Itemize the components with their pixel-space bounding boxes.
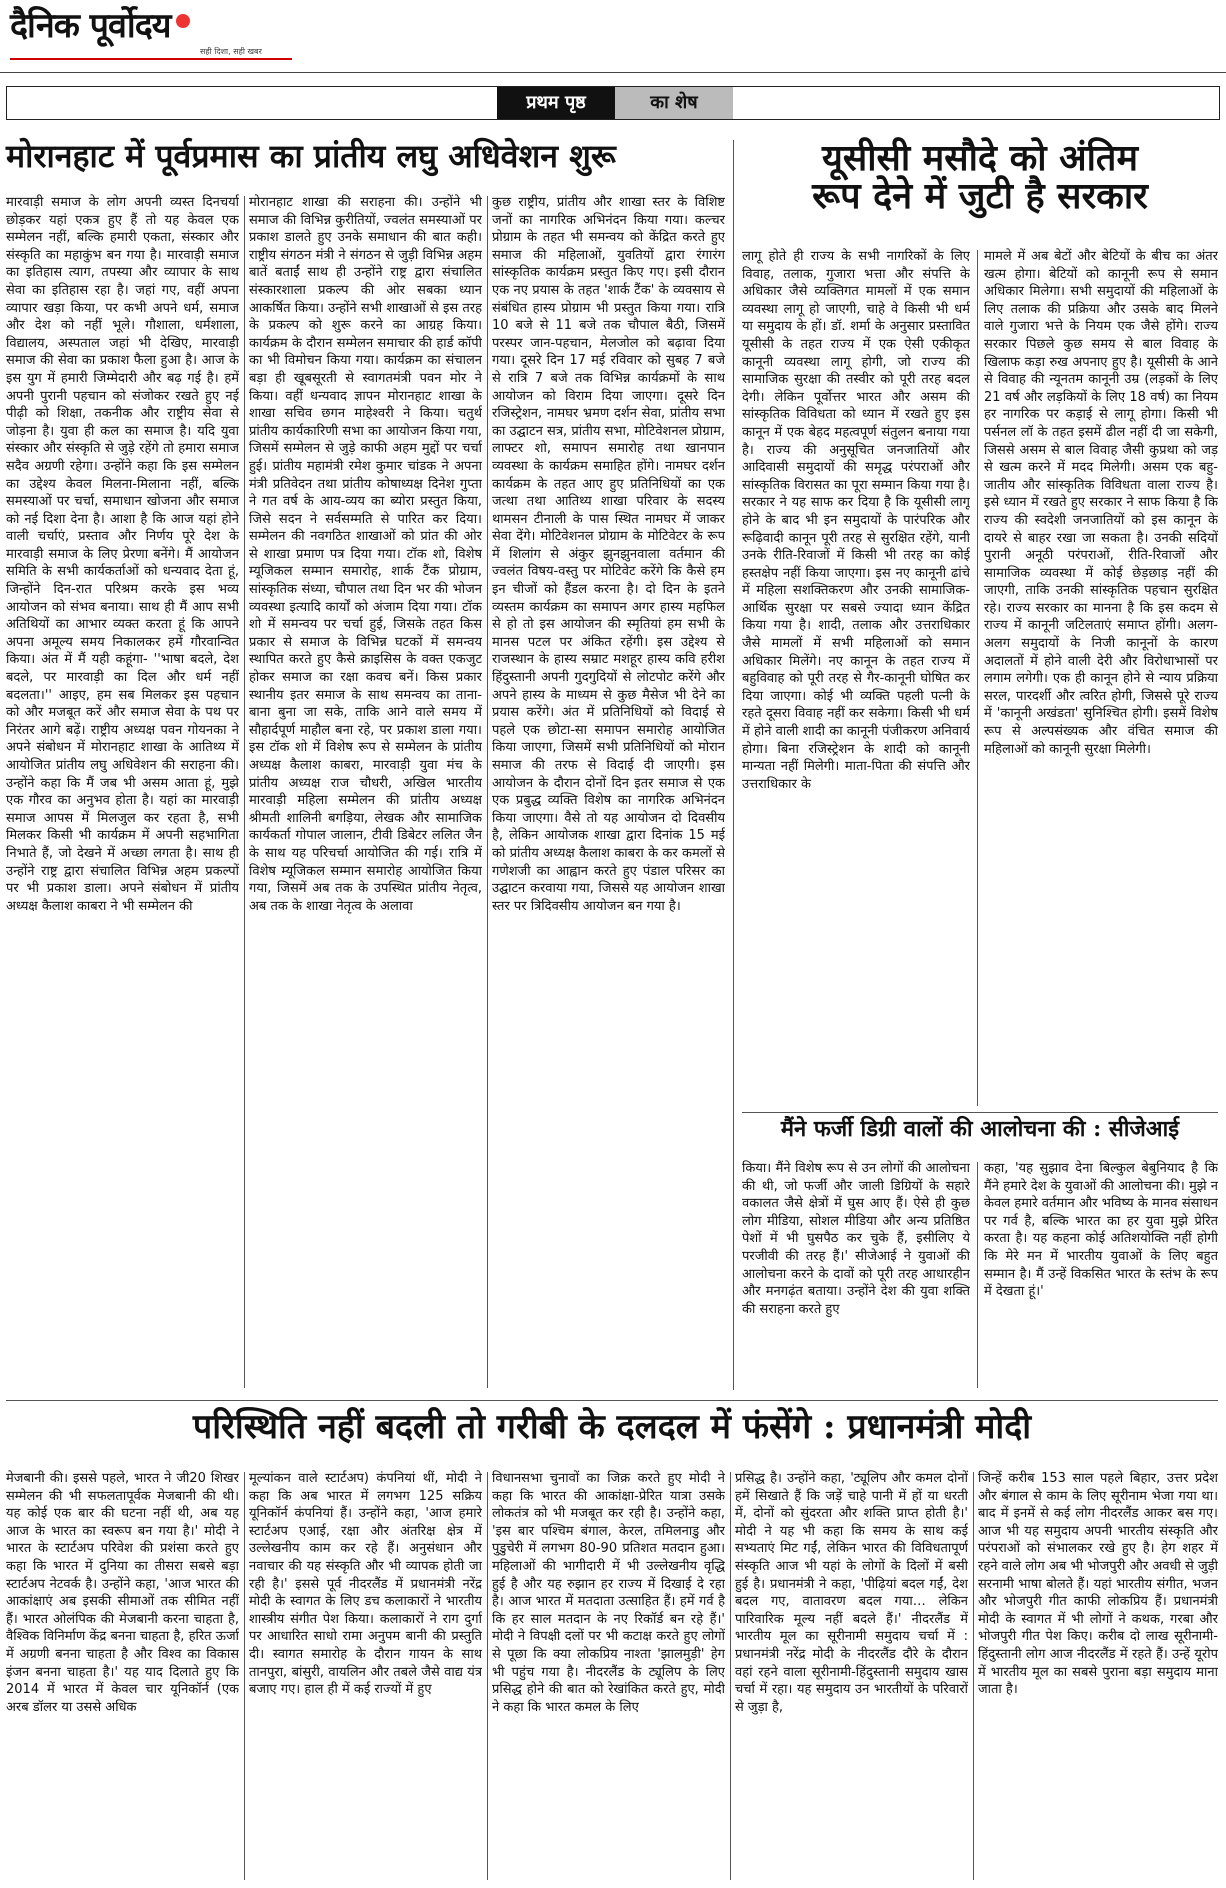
article4-column-3: विधानसभा चुनावों का जिक्र करते हुए मोदी ने कहा कि भारत की आकांक्षा-प्रेरित यात्रा उसके लोकतंत्र को भी मजबूत कर रही है। उन्होंने कहा, 'इस बार पश्चिम बंगाल, केरल, तमिलनाडु और पुडुचेरी में लगभग 80-90 प्रतिशत मतदान हुआ। महिलाओं की भागीदारी में भी उल्लेखनीय वृद्धि हुई है और यह रुझान हर राज्य में दिखाई दे रहा है। आज भारत में मतदाता उत्साहित हैं। हमें गर्व है कि हर साल मतदान के नए रिकॉर्ड बन रहे हैं।' मोदी ने विपक्षी दलों पर भी कटाक्ष करते हुए लोगों से पूछा कि क्या लोकप्रिय नाश्ता 'झालमुड़ी' हेग भी पहुंच गया है। नीदरलैंड के ट्यूलिप के लिए प्रसिद्ध होने की बात को रेखांकित करते हुए, मोदी ने कहा कि भारत कमल के लिए <box>492 1471 725 1715</box>
column-divider <box>487 196 488 1388</box>
masthead <box>10 6 300 70</box>
column-divider <box>977 1162 978 1388</box>
article4-column-4: प्रसिद्ध है। उन्होंने कहा, 'ट्यूलिप और कमल दोनों हमें सिखाते हैं कि जड़ें चाहे पानी में हों या धरती में, दोनों को सुंदरता और शक्ति प्राप्त होती है।' मोदी ने यह भी कहा कि समय के साथ कई सभ्यताएं मिट गईं, लेकिन भारत की विविधतापूर्ण संस्कृति आज भी यहां के लोगों के दिलों में बसी हुई है। प्रधानमंत्री ने कहा, 'पीढ़ियां बदल गईं, देश बदल गए, वातावरण बदल गया… लेकिन पारिवारिक मूल्य नहीं बदले हैं।' नीदरलैंड में भारतीय मूल का सूरीनामी समुदाय चर्चा में : प्रधानमंत्री नरेंद्र मोदी के नीदरलैंड दौरे के दौरान वहां रहने वाला सूरीनामी-हिंदुस्तानी समुदाय खास चर्चा में रहा। यह समुदाय उन भारतीयों के परिवारों से जुड़ा है, <box>735 1471 968 1715</box>
article2-headline <box>742 137 1218 217</box>
masthead-tagline: सही दिशा, सही खबर <box>200 47 262 56</box>
article1-column-3: कुछ राष्ट्रीय, प्रांतीय और शाखा स्तर के विशिष्ट जनों का नागरिक अभिनंदन किया गया। कल्चर प्रोग्राम के तहत भी समन्वय को केंद्रित करते हुए समाज की महिलाओं, युवतियों द्वारा रंगारंग सांस्कृतिक कार्यक्रम प्रस्तुत किए गए। इसी दौरान एक नए प्रयास के तहत 'शार्क टैंक' के व्यवसाय से संबंधित हास्य प्रोग्राम भी प्रस्तुत किया गया। रात्रि 10 बजे से 11 बजे तक चौपाल बैठी, जिसमें परस्पर जान-पहचान, मेलजोल को बढ़ावा दिया गया। दूसरे दिन 17 मई रविवार को सुबह 7 बजे से रात्रि 7 बजे तक विभिन्न कार्यक्रमों के साथ आयोजन को विराम दिया जाएगा। दूसरे दिन रजिस्ट्रेशन, नामघर भ्रमण दर्शन सेवा, प्रांतीय सभा का उद्घाटन सत्र, प्रांतीय सभा, मोटिवेशनल प्रोग्राम, लाफ्टर शो, समापन समारोह तथा खानपान व्यवस्था के कार्यक्रम समाहित होंगे। नामघर दर्शन कार्यक्रम के तहत आए हुए प्रतिनिधियों का एक जत्था तथा आतिथ्य शाखा परिवार के सदस्य थामसन टीनाली के पास स्थित नामघर में जाकर सेवा देंगे। मोटिवेशनल प्रोग्राम के मोटिवेटर के रूप में शिलांग से अंकुर झुनझुनवाला वर्तमान की ज्वलंत विषय-वस्तु पर मोटिवेट करेंगे कि कैसे हम इन चीजों को हैंडल करना है। दो दिन के इतने व्यस्तम कार्यक्रम का समापन अगर हास्य महफिल से हो तो इस आयोजन की स्मृतियां हम सभी के मानस पटल पर अंकित रहेंगी। इस उद्देश्य से राजस्थान के हास्य सम्राट मशहूर हास्य कवि हरीश हिंदुस्तानी अपनी गुदगुदियों से लोटपोट करेंगे और अपने हास्य के माध्यम से कुछ मैसेज भी देने का प्रयास करेंगे। अंत में प्रतिनिधियों को विदाई से पहले एक छोटा-सा समापन समारोह आयोजित किया जाएगा, जिसमें सभी प्रतिनिधियों को मोरान समाज की तरफ से विदाई दी जाएगी। इस आयोजन के दौरान दोनों दिन इतर समाज से एक एक प्रबुद्ध व्यक्ति विशेष का नागरिक अभिनंदन किया जाएगा। वैसे तो यह आयोजन दो दिवसीय है, लेकिन आयोजक शाखा द्वारा दिनांक 15 मई को प्रांतीय अध्यक्ष कैलाश काबरा के कर कमलों से गणेशजी का आह्वान करते हुए पंडाल परिसर का उद्घाटन करवाया गया, जिससे यह आयोजन शाखा स्तर पर त्रिदिवसीय आयोजन बन गया है। <box>492 195 725 914</box>
article1-column-2: मोरानहाट शाखा की सराहना की। उन्होंने भी समाज की विभिन्न कुरीतियों, ज्वलंत समस्याओं पर प्रकाश डालते हुए उनके समाधान की बात कही। राष्ट्रीय संगठन मंत्री ने संगठन से जुड़ी विभिन्न अहम बातें बताईं साथ ही उन्होंने राष्ट्र द्वारा संचालित संस्कारशाला प्रकल्प की ओर सबका ध्यान आकर्षित किया। उन्होंने सभी शाखाओं से इस तरह के प्रकल्प को शुरू करने का आग्रह किया। कार्यक्रम के दौरान सम्मेलन समाचार की हार्ड कॉपी का भी विमोचन किया गया। कार्यक्रम का संचालन बड़ा ही खूबसूरती से स्वागतमंत्री पवन मोर ने किया। वहीं धन्यवाद ज्ञापन मोरानहाट शाखा के शाखा सचिव छगन माहेश्वरी ने किया। चतुर्थ प्रांतीय कार्यकारिणी सभा का आयोजन किया गया, जिसमें सम्मेलन से जुड़े काफी अहम मुद्दों पर चर्चा हुई। प्रांतीय महामंत्री रमेश कुमार चांडक ने अपना मंत्री प्रतिवेदन तथा प्रांतीय कोषाध्यक्ष दिनेश गुप्ता ने गत वर्ष के आय-व्यय का ब्योरा प्रस्तुत किया, जिसे सदन ने सर्वसम्मति से पारित कर दिया। सम्मेलन की नवगठित शाखाओं को प्रांत की ओर से शाखा प्रमाण पत्र दिया गया। टॉक शो, विशेष म्यूजिकल सम्मान समारोह, शार्क टैंक प्रोग्राम, सांस्कृतिक संध्या, चौपाल तथा दिन भर की भोजन व्यवस्था इत्यादि कार्यों को अंजाम दिया गया। टॉक शो में समन्वय पर चर्चा हुई, जिसके तहत किस प्रकार से समाज के विभिन्न घटकों में समन्वय स्थापित करते हुए कैसे क्राइसिस के वक्त एकजुट होकर समाज का रक्षा कवच बनें। किस प्रकार स्थानीय इतर समाज के साथ समन्वय का ताना-बाना बुना जा सके, ताकि आने वाले समय में सौहार्दपूर्ण माहौल बना रहे, पर प्रकाश डाला गया। इस टॉक शो में विशेष रूप से सम्मेलन के प्रांतीय अध्यक्ष कैलाश काबरा, मारवाड़ी युवा मंच के प्रांतीय अध्यक्ष राज चौधरी, अखिल भारतीय मारवाड़ी महिला सम्मेलन की प्रांतीय अध्यक्ष श्रीमती शालिनी बगड़िया, लेखक और सामाजिक कार्यकर्ता गोपाल जालान, टीवी डिबेटर ललित जैन के साथ यह परिचर्चा आयोजित की गई। रात्रि में विशेष म्यूजिकल सम्मान समारोह आयोजित किया गया, जिसमें अब तक के उपस्थित प्रांतीय नेतृत्व, अब तक के शाखा नेतृत्व के अलावा <box>249 195 482 914</box>
masthead-title: दैनिक पूर्वोदय <box>10 6 171 46</box>
masthead-sun-icon <box>176 14 190 28</box>
column-divider <box>973 1472 974 1880</box>
page-label-bar <box>6 86 1220 120</box>
column-divider <box>730 1472 731 1880</box>
column-divider <box>977 250 978 1106</box>
column-divider <box>244 196 245 1388</box>
article2-headline-line2: रूप देने में जुटी है सरकार <box>812 174 1148 217</box>
section-divider <box>742 1112 1218 1113</box>
page-label-primary: प्रथम पृष्ठ <box>497 87 615 119</box>
article3-headline: मैंने फर्जी डिग्री वालों की आलोचना की : सीजेआई <box>780 1116 1180 1142</box>
masthead-underline <box>10 58 292 60</box>
article3-column-2: कहा, 'यह सुझाव देना बिल्कुल बेबुनियाद है कि मैंने हमारे देश के युवाओं की आलोचना की। मुझे न केवल हमारे वर्तमान और भविष्य के मानव संसाधन पर गर्व है, बल्कि भारत का हर युवा मुझे प्रेरित करता है। यह कहना कोई अतिशयोक्ति नहीं होगी कि मेरे मन में भारतीय युवाओं के लिए बहुत सम्मान है। मैं उन्हें विकसित भारत के स्तंभ के रूप में देखता हूं।' <box>984 1161 1218 1300</box>
article2-column-1: लागू होते ही राज्य के सभी नागरिकों के लिए विवाह, तलाक, गुजारा भत्ता और संपत्ति के अधिकार जैसे व्यक्तिगत मामलों में एक समान व्यवस्था लागू हो जाएगी, चाहे वे किसी भी धर्म या समुदाय के हों। डॉ. शर्मा के अनुसार प्रस्तावित यूसीसी के तहत राज्य में एक ऐसी एकीकृत कानूनी व्यवस्था लागू होगी, जो राज्य की सामाजिक सुरक्षा की तस्वीर को पूरी तरह बदल देगी। लेकिन पूर्वोत्तर भारत और असम की सांस्कृतिक विविधता को ध्यान में रखते हुए इस कानून में एक बेहद महत्वपूर्ण संतुलन बनाया गया है। राज्य की अनुसूचित जनजातियों और आदिवासी समुदायों की समृद्ध परंपराओं और सांस्कृतिक विरासत का पूरा सम्मान किया गया है। सरकार ने यह साफ कर दिया है कि यूसीसी लागू होने के बाद भी इन समुदायों के पारंपरिक और रूढ़िवादी कानून पूरी तरह से सुरक्षित रहेंगे, यानी उनके रीति-रिवाजों में किसी भी तरह का कोई हस्तक्षेप नहीं किया जाएगा। इस नए कानूनी ढांचे में महिला सशक्तिकरण और उनकी सामाजिक-आर्थिक सुरक्षा पर सबसे ज्यादा ध्यान केंद्रित किया गया है। शादी, तलाक और उत्तराधिकार जैसे मामलों में सभी महिलाओं को समान अधिकार मिलेंगे। नए कानून के तहत राज्य में बहुविवाह को पूरी तरह से गैर-कानूनी घोषित कर दिया जाएगा। कोई भी व्यक्ति पहली पत्नी के रहते दूसरा विवाह नहीं कर सकेगा। किसी भी धर्म में होने वाली शादी का कानूनी पंजीकरण अनिवार्य होगा। बिना रजिस्ट्रेशन के शादी को कानूनी मान्यता नहीं मिलेगी। माता-पिता की संपत्ति और उत्तराधिकार के <box>742 249 970 792</box>
article4-column-2: मूल्यांकन वाले स्टार्टअप) कंपनियां थीं, मोदी ने कहा कि अब भारत में लगभग 125 सक्रिय यूनिकॉर्न कंपनियां हैं। उन्होंने कहा, 'आज हमारे स्टार्टअप एआई, रक्षा और अंतरिक्ष क्षेत्र में उल्लेखनीय काम कर रहे हैं। अनुसंधान और नवाचार की यह संस्कृति और भी व्यापक होती जा रही है।' इससे पूर्व नीदरलैंड में प्रधानमंत्री नरेंद्र मोदी के स्वागत के लिए डच कलाकारों ने भारतीय शास्त्रीय संगीत पेश किया। कलाकारों ने राग दुर्गा पर आधारित साधो रामा अनुपम बानी की प्रस्तुति दी। स्वागत समारोह के दौरान गायन के साथ तानपुरा, बांसुरी, वायलिन और तबले जैसे वाद्य यंत्र बजाए गए। हाल ही में कई राज्यों में हुए <box>249 1471 482 1698</box>
article4-column-1: मेजबानी की। इससे पहले, भारत ने जी20 शिखर सम्मेलन की भी सफलतापूर्वक मेजबानी की थी। यह कोई एक बार की घटना नहीं थी, अब यह आज के भारत का स्वरूप बन गया है।' मोदी ने भारत के स्टार्टअप परिवेश की प्रशंसा करते हुए कहा कि भारत में दुनिया का तीसरा सबसे बड़ा स्टार्टअप नेटवर्क है। उन्होंने कहा, 'आज भारत की आकांक्षाएं अब इसकी सीमाओं तक सीमित नहीं हैं। भारत ओलंपिक की मेजबानी करना चाहता है, वैश्विक विनिर्माण केंद्र बनना चाहता है, हरित ऊर्जा में अग्रणी बनना चाहता है और विश्व का विकास इंजन बनना चाहता है।' यह याद दिलाते हुए कि 2014 में भारत में केवल चार यूनिकॉर्न (एक अरब डॉलर या उससे अधिक <box>6 1471 239 1715</box>
column-divider <box>487 1472 488 1880</box>
article2-column-2: मामले में अब बेटों और बेटियों के बीच का अंतर खत्म होगा। बेटियों को कानूनी रूप से समान अधिकार मिलेगा। सभी समुदायों की महिलाओं के लिए तलाक की प्रक्रिया और उसके बाद मिलने वाले गुजारा भत्ते के नियम एक जैसे होंगे। राज्य सरकार पिछले कुछ समय से बाल विवाह के खिलाफ कड़ा रुख अपनाए हुए है। यूसीसी के आने से विवाह की न्यूनतम कानूनी उम्र (लड़कों के लिए 21 वर्ष और लड़कियों के लिए 18 वर्ष) का नियम हर नागरिक पर कड़ाई से लागू होगा। किसी भी पर्सनल लॉ के तहत इसमें ढील नहीं दी जा सकेगी, जिससे असम से बाल विवाह जैसी कुप्रथा को जड़ से खत्म करने में मदद मिलेगी। असम एक बहु-जातीय और सांस्कृतिक विविधता वाला राज्य है। इसे ध्यान में रखते हुए सरकार ने साफ किया है कि राज्य की स्वदेशी जनजातियों को इस कानून के दायरे से बाहर रखा जा सकता है। उनकी सदियों पुरानी अनूठी परंपराओं, रीति-रिवाजों और सामाजिक व्यवस्था में कोई छेड़छाड़ नहीं की जाएगी, ताकि उनकी सांस्कृतिक पहचान सुरक्षित रहे। राज्य सरकार का मानना है कि इस कदम से राज्य में कानूनी जटिलताएं समाप्त होंगी। अलग-अलग समुदायों के निजी कानूनों के कारण अदालतों में होने वाली देरी और विरोधाभासों पर लगाम लगेगी। एक ही कानून होने से न्याय प्रक्रिया सरल, पारदर्शी और त्वरित होगी, जिससे पूरे राज्य में 'कानूनी अखंडता' सुनिश्चित होगी। इसमें विशेष रूप से अल्पसंख्यक और वंचित समाज की महिलाओं को कानूनी सुरक्षा मिलेगी। <box>984 249 1218 757</box>
column-divider <box>244 1472 245 1880</box>
article4-column-5: जिन्हें करीब 153 साल पहले बिहार, उत्तर प्रदेश और बंगाल से काम के लिए सूरीनाम भेजा गया था। बाद में इनमें से कई लोग नीदरलैंड आकर बस गए। आज भी यह समुदाय अपनी भारतीय संस्कृति और परंपराओं को संभालकर रखे हुए है। हेग शहर में रहने वाले लोग अब भी भोजपुरी और अवधी से जुड़ी सरनामी भाषा बोलते हैं। यहां भारतीय संगीत, भजन और भोजपुरी गीत काफी लोकप्रिय हैं। प्रधानमंत्री मोदी के स्वागत में भी लोगों ने कथक, गरबा और भोजपुरी गीत पेश किए। करीब दो लाख सूरीनामी-हिंदुस्तानी लोग आज नीदरलैंड में रहते हैं। उन्हें यूरोप में भारतीय मूल का सबसे पुराना बड़ा समुदाय माना जाता है। <box>978 1471 1218 1698</box>
article2-headline-line1: यूसीसी मसौदे को अंतिम <box>822 137 1138 179</box>
article1-headline: मोरानहाट में पूर्वप्रमास का प्रांतीय लघु अधिवेशन शुरू <box>6 137 616 175</box>
page-label-secondary: का शेष <box>615 87 733 119</box>
article1-column-1: मारवाड़ी समाज के लोग अपनी व्यस्त दिनचर्या छोड़कर यहां एकत्र हुए हैं तो यह केवल एक सम्मेलन नहीं, बल्कि हमारी एकता, संस्कार और संस्कृति का महाकुंभ बन गया है। मारवाड़ी समाज का इतिहास त्याग, तपस्या और व्यापार के साथ सेवा का इतिहास रहा है। जहां गए, वहीं अपना व्यापार खड़ा किया, पर कभी अपने धर्म, समाज और देश को नहीं भूले। गौशाला, धर्मशाला, विद्यालय, अस्पताल जहां भी देखिए, मारवाड़ी समाज की सेवा का प्रकाश फैला हुआ है। आज के इस युग में हमारी जिम्मेदारी और बढ़ गई है। हमें अपनी पुरानी पहचान को संजोकर रखते हुए नई पीढ़ी को शिक्षा, तकनीक और राष्ट्रीय सेवा से जोड़ना है। युवा ही कल का समाज है। यदि युवा संस्कार और संस्कृति से जुड़े रहेंगे तो हमारा समाज सदैव अग्रणी रहेगा। उन्होंने कहा कि इस सम्मेलन का उद्देश्य केवल मिलना-मिलाना नहीं, बल्कि समस्याओं पर चर्चा, समाधान खोजना और समाज को नई दिशा देना है। आशा है कि आज यहां होने वाली चर्चाएं, प्रस्ताव और निर्णय पूरे देश के मारवाड़ी समाज के लिए प्रेरणा बनेंगे। मैं आयोजन समिति के सभी कार्यकर्ताओं को धन्यवाद देता हूं, जिन्होंने दिन-रात परिश्रम करके इस भव्य आयोजन को संभव बनाया। साथ ही मैं आप सभी अतिथियों का आभार व्यक्त करता हूं कि आपने अपना अमूल्य समय निकालकर हमें गौरवान्वित किया। अंत में मैं यही कहूंगा- ''भाषा बदले, देश बदले, पर मारवाड़ी का दिल और धर्म नहीं बदलता।'' आइए, हम सब मिलकर इस पहचान को और मजबूत करें और समाज सेवा के पथ पर निरंतर आगे बढ़ें। राष्ट्रीय अध्यक्ष पवन गोयनका ने अपने संबोधन में मोरानहाट शाखा के आतिथ्य में आयोजित प्रांतीय लघु अधिवेशन की सराहना की। उन्होंने कहा कि मैं जब भी असम आता हूं, मुझे एक गौरव का अनुभव होता है। यहां का मारवाड़ी समाज आपस में मिलजुल कर रहता है, सभी मिलकर किसी भी कार्यक्रम में अपनी सहभागिता निभाते हैं, जो देखने में अच्छा लगता है। साथ ही उन्होंने राष्ट्र द्वारा संचालित विभिन्न अहम प्रकल्पों पर भी प्रकाश डाला। अपने संबोधन में प्रांतीय अध्यक्ष कैलाश काबरा ने भी सम्मेलन की <box>6 195 239 914</box>
section-divider <box>6 1400 1218 1401</box>
header-divider <box>0 72 1226 73</box>
article4-headline: परिस्थिति नहीं बदली तो गरीबी के दलदल में फंसेंगे : प्रधानमंत्री मोदी <box>192 1407 1032 1447</box>
article3-column-1: किया। मैंने विशेष रूप से उन लोगों की आलोचना की थी, जो फर्जी और जाली डिग्रियों के सहारे वकालत जैसे क्षेत्रों में घुस आए हैं। ऐसे ही कुछ लोग मीडिया, सोशल मीडिया और अन्य प्रतिष्ठित पेशों में भी घुसपैठ कर चुके हैं, इसीलिए ये परजीवी की तरह हैं।' सीजेआई ने युवाओं की आलोचना करने के दावों को पूरी तरह आधारहीन और मनगढ़ंत बताया। उन्होंने देश की युवा शक्ति की सराहना करते हुए <box>742 1161 970 1317</box>
section-divider <box>733 140 734 1390</box>
